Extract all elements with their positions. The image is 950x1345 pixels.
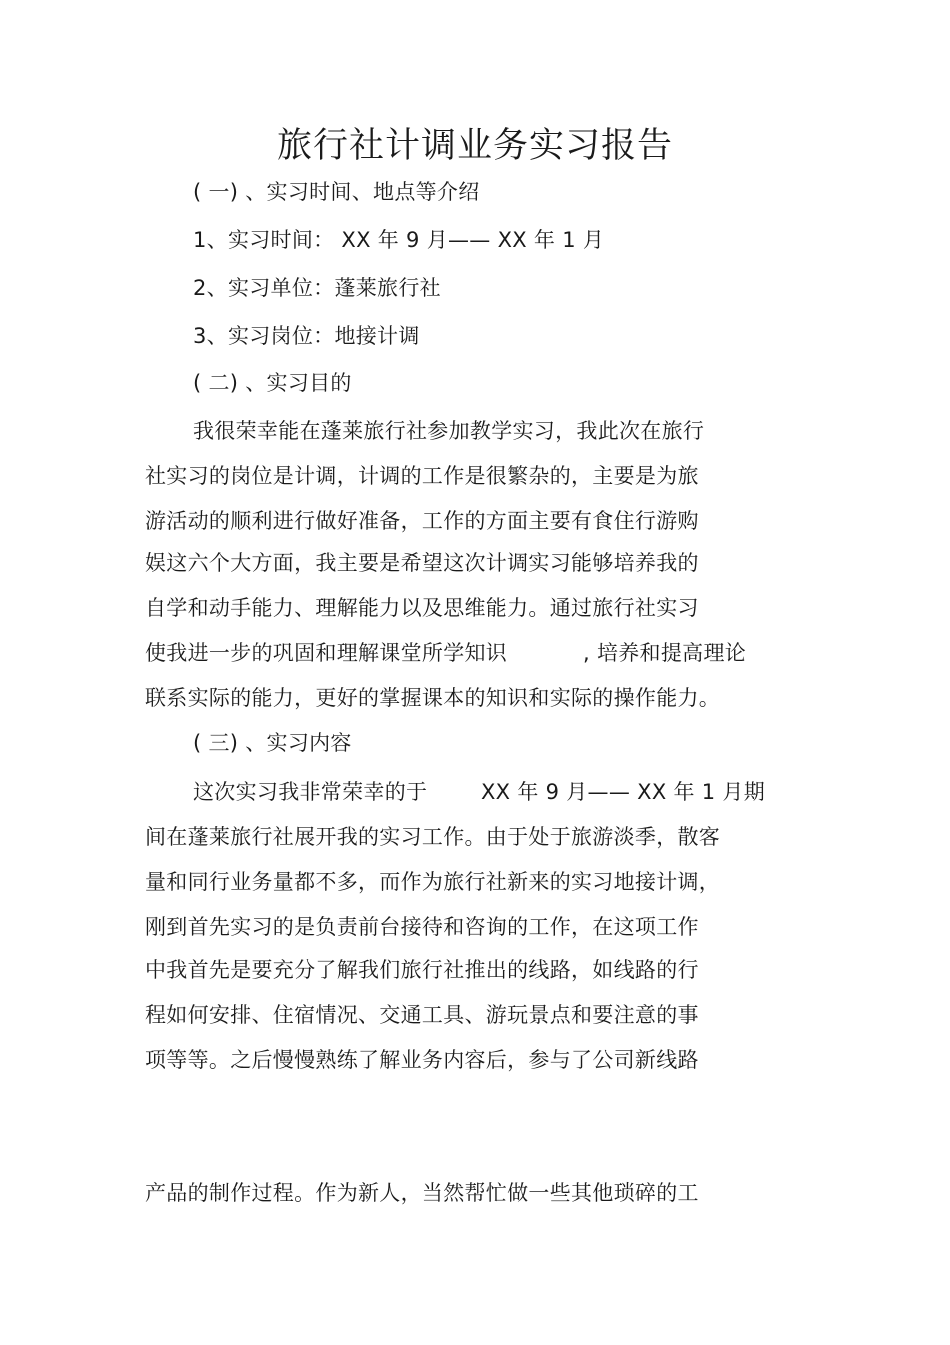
- purpose-line: 娱这六个大方面，我主要是希望这次计调实习能够培养我的: [145, 551, 699, 575]
- content-line: 这次实习我非常荣幸的于: [193, 780, 428, 804]
- purpose-line-tail: , 培养和提高理论: [583, 641, 747, 665]
- purpose-line: 我很荣幸能在蓬莱旅行社参加教学实习，我此次在旅行: [193, 419, 705, 443]
- purpose-line: 自学和动手能力、理解能力以及思维能力。通过旅行社实习: [145, 596, 699, 620]
- content-line: 量和同行业务量都不多，而作为旅行社新来的实习地接计调，: [145, 870, 721, 894]
- internship-position: 3、实习岗位：地接计调: [193, 324, 420, 348]
- content-line: 间在蓬莱旅行社展开我的实习工作。由于处于旅游淡季，散客: [145, 825, 721, 849]
- purpose-line: 联系实际的能力，更好的掌握课本的知识和实际的操作能力。: [145, 686, 721, 710]
- content-line: 程如何安排、住宿情况、交通工具、游玩景点和要注意的事: [145, 1003, 699, 1027]
- document-title: 旅行社计调业务实习报告: [276, 126, 673, 166]
- purpose-line: 社实习的岗位是计调，计调的工作是很繁杂的，主要是为旅: [145, 464, 699, 488]
- section-heading-3: ( 三) 、实习内容: [193, 731, 352, 755]
- section-heading-2: ( 二) 、实习目的: [193, 371, 352, 395]
- internship-unit: 2、实习单位：蓬莱旅行社: [193, 276, 441, 300]
- internship-time: 1、实习时间： XX 年 9 月—— XX 年 1 月: [193, 228, 605, 252]
- content-line: 项等等。之后慢慢熟练了解业务内容后，参与了公司新线路: [145, 1048, 699, 1072]
- purpose-line: 游活动的顺利进行做好准备，工作的方面主要有食住行游购: [145, 509, 699, 533]
- continuation-line: 产品的制作过程。作为新人，当然帮忙做一些其他琐碎的工: [145, 1181, 699, 1205]
- content-line: 刚到首先实习的是负责前台接待和咨询的工作，在这项工作: [145, 915, 699, 939]
- section-heading-1: ( 一) 、实习时间、地点等介绍: [193, 180, 480, 204]
- content-line-tail: XX 年 9 月—— XX 年 1 月期: [481, 780, 765, 804]
- purpose-line: 使我进一步的巩固和理解课堂所学知识: [145, 641, 508, 665]
- content-line: 中我首先是要充分了解我们旅行社推出的线路，如线路的行: [145, 958, 699, 982]
